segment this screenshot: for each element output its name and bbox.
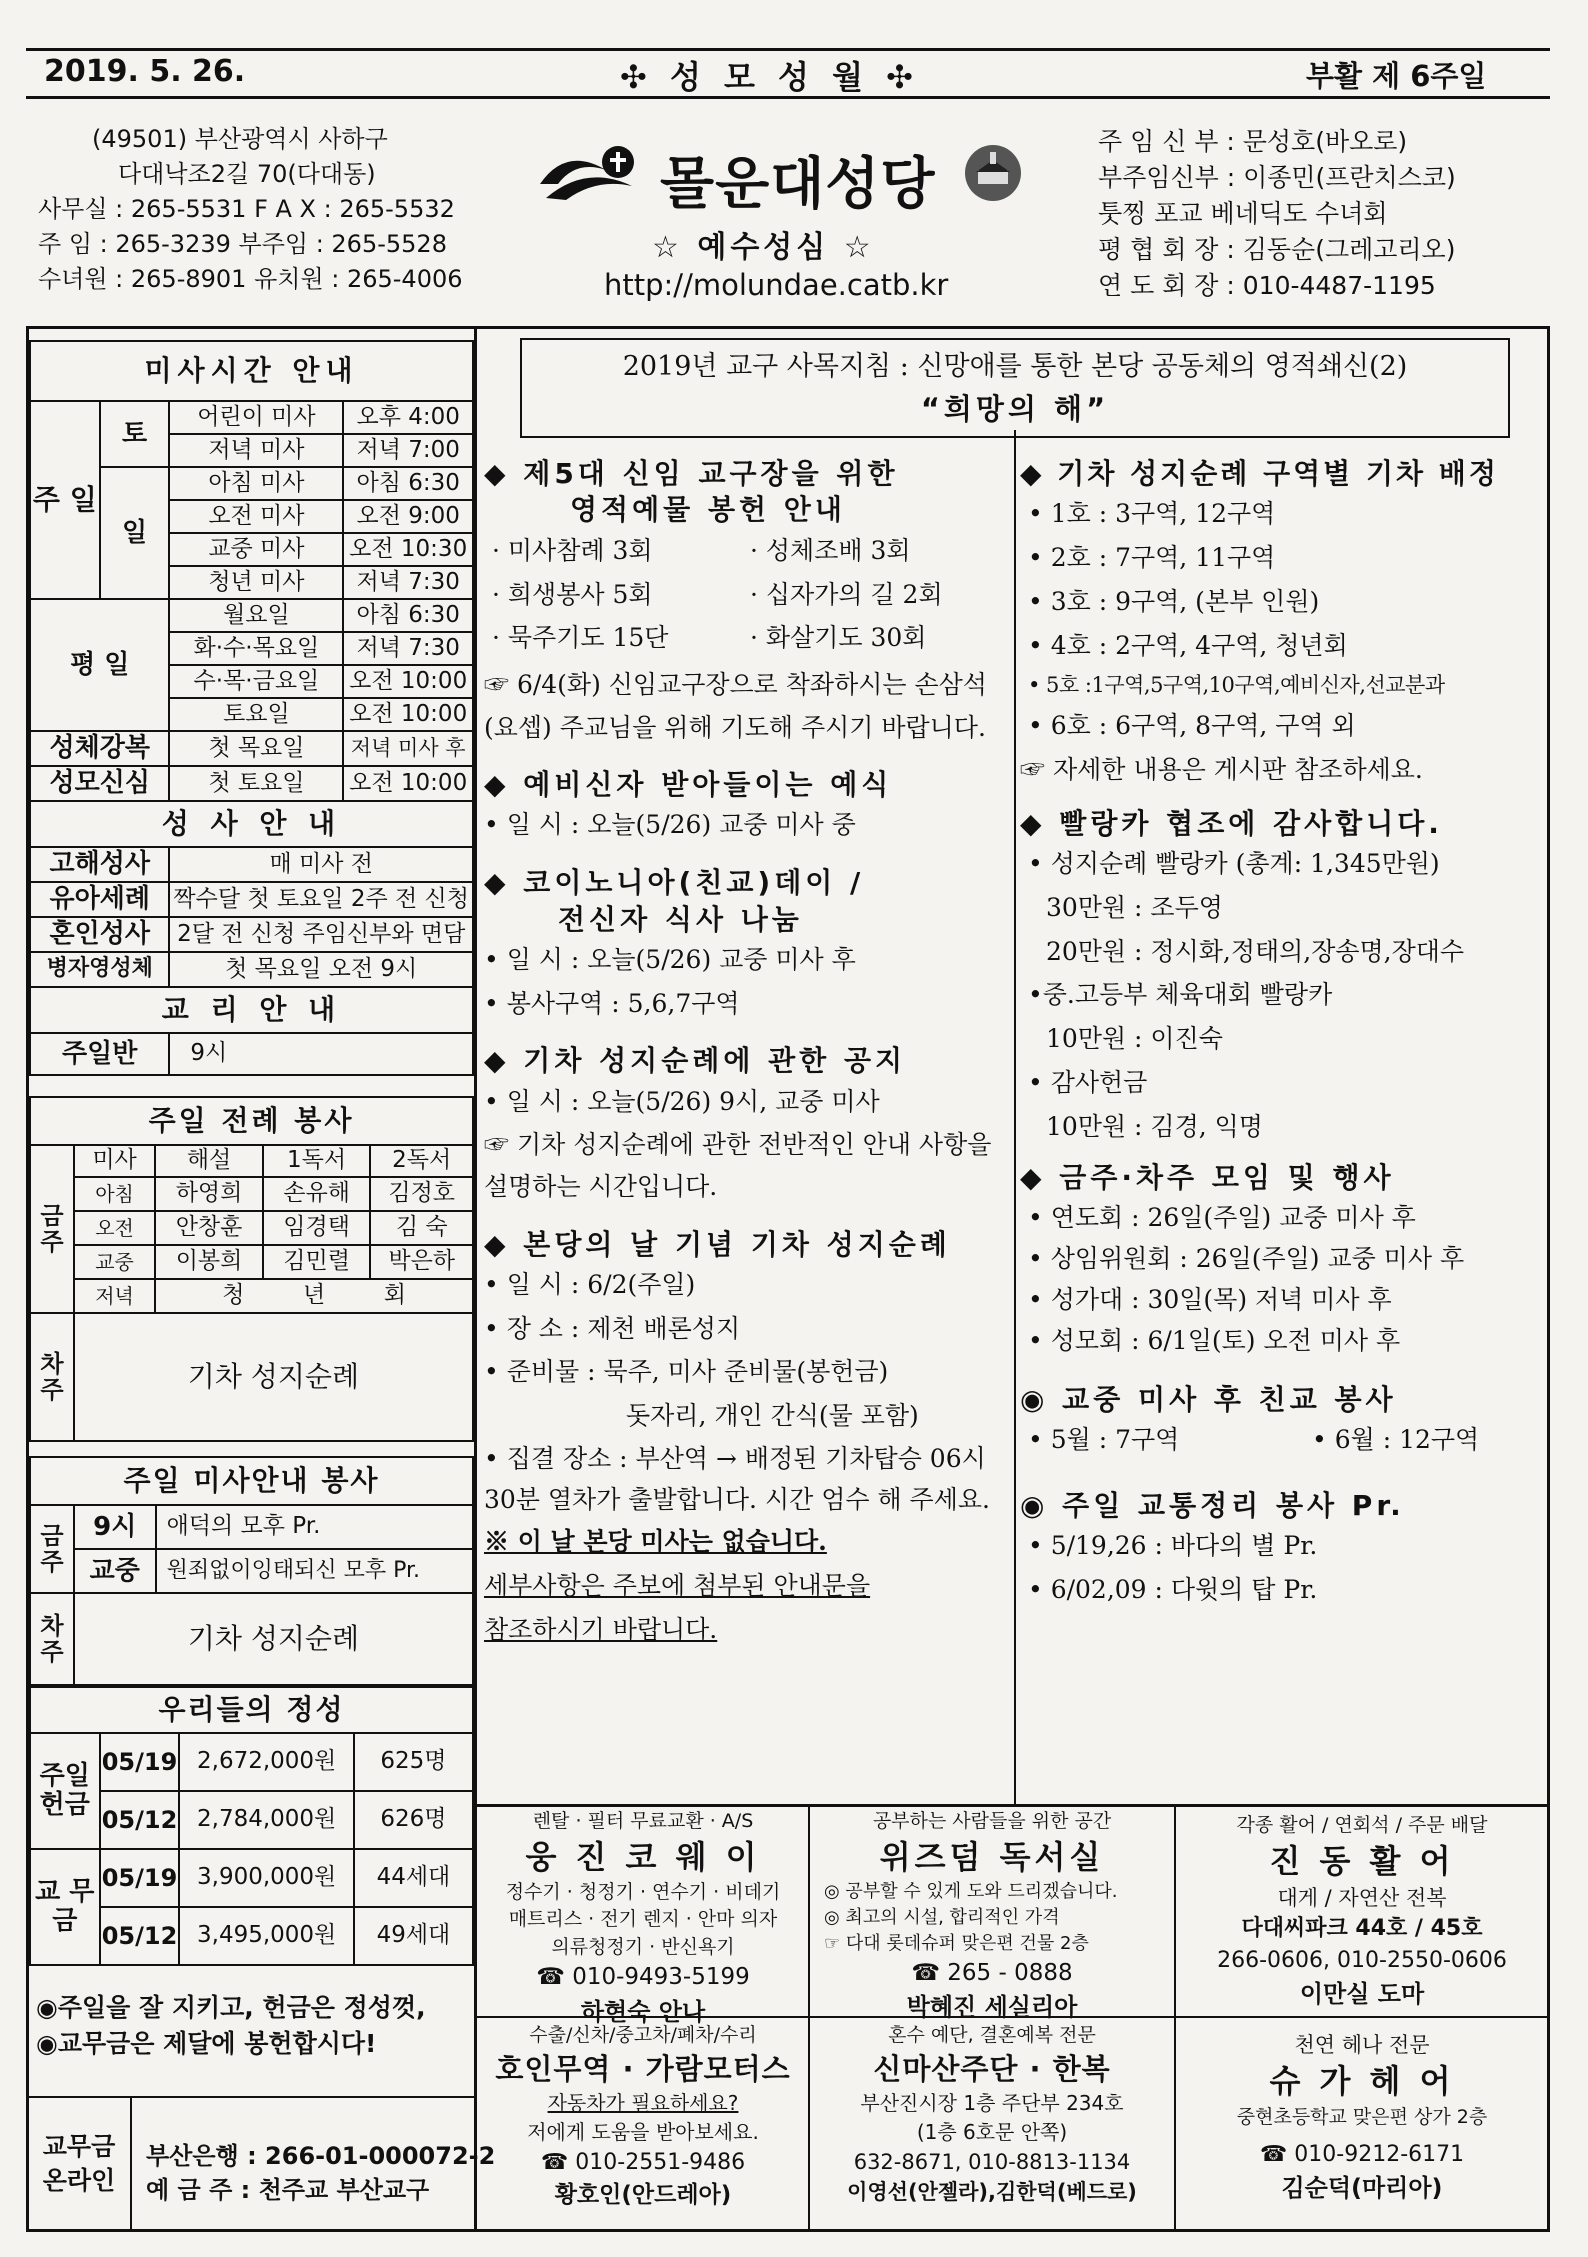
staff-line: 주 임 신 부 : 문성호(바오로) [1098,127,1408,156]
liturgy-header: 2독서 [370,1145,473,1177]
notice-underlined: ※ 이 날 본당 미사는 없습니다. [484,1527,827,1557]
ad-line: ◎ 최고의 시설, 합리적인 가격 [824,1906,1060,1928]
ad-title: 호인무역 · 가람모터스 [495,2051,791,2086]
notice-title: ◆ 코이노니아(친교)데이 / [484,866,865,900]
liturgy-header: 1독서 [263,1145,371,1177]
notice-title: ◆ 금주·차주 모임 및 행사 [1020,1161,1395,1195]
ad-tagline: 렌탈 · 필터 무료교환 · A/S [532,1810,754,1832]
sunday-offering-label: 주일 헌금 [30,1733,100,1849]
bank-holder: 예 금 주 : 천주교 부산교구 [146,2176,430,2204]
offering-table [29,1686,474,1966]
train-assignment: • 6호 : 6구역, 8구역, 구역 외 [1028,711,1356,741]
parish-logo-icon [536,140,656,212]
ad-owner: 황호인(안드레아) [554,2181,732,2208]
notice-column-right [1020,450,1546,1612]
sacrament-info: 매 미사 전 [169,847,473,882]
parish-motto: ☆ 예수성심 ☆ [652,230,875,265]
notice-line: • 봉사구역 : 5,6,7구역 [484,988,740,1018]
ad-line: 자동차가 필요하세요? [547,2090,739,2115]
liturgy-cell: 김정호 [370,1177,473,1211]
this-week-label: 금 주 [30,1145,74,1313]
offering-item: · 화살기도 30회 [750,623,927,653]
donation-line: •중.고등부 체육대회 빨랑카 [1028,980,1333,1010]
banner-line-1: 2019년 교구 사목지침 : 신망애를 통한 본당 공동체의 영적쇄신(2) [622,351,1408,382]
sunday-day-label: 일 [100,467,170,599]
ad-phone: ☎ 010-9212-6171 [1259,2142,1465,2168]
ad-line: 중현초등학교 맞은편 상가 2층 [1236,2105,1488,2128]
ad-line: 의류청정기 · 반신욕기 [551,1935,735,1958]
offering-item: · 미사참례 3회 [492,535,653,565]
exhortation-line: ◉교무금은 제달에 봉헌합시다! [36,2029,377,2058]
parish-url[interactable]: http://molundae.catb.kr [604,268,949,302]
mass-time: 저녁 7:00 [343,434,473,467]
bank-account: 부산은행 : 266-01-000072-2 [146,2142,496,2170]
ad-hoin [478,2022,808,2212]
sacrament-info: 첫 목요일 오전 9시 [169,952,473,987]
address-line-2: 다대낙조2길 70(다대동) [118,160,376,188]
offering-count: 49세대 [354,1907,473,1965]
staff-line: 연 도 회 장 : 010-4487-1195 [1098,271,1436,300]
ad-line: 대게 / 자연산 전복 [1277,1885,1447,1910]
donation-line: 30만원 : 조두영 [1046,892,1223,922]
ad-line: 다대씨파크 44호 / 45호 [1241,1916,1483,1942]
guide-mass: 교중 [74,1549,156,1593]
ad-sinmasan [810,2022,1174,2208]
mass-name: 저녁 미사 [169,434,343,467]
marian-devotion-label: 성모신심 [30,766,169,801]
offering-date: 05/12 [100,1791,180,1849]
notice-text: ☞ 기차 성지순례에 관한 전반적인 안내 사항을 설명하는 시간입니다. [484,1129,992,1202]
benediction-day: 첫 목요일 [169,731,343,766]
ad-wisdom [810,1808,1174,2025]
ad-owner: 이만실 도마 [1299,1979,1425,2008]
notice-title: 영적예물 봉헌 안내 [570,493,846,527]
ad-line: ◎ 공부할 수 있게 도와 드리겠습니다. [824,1880,1118,1902]
notice-line: • 일 시 : 오늘(5/26) 9시, 교중 미사 [484,1086,880,1116]
notice-text: • 집결 장소 : 부산역 → 배정된 기차탑승 06시 30분 열차가 출발합니다. 시간 엄수 해 주세요. [484,1443,990,1515]
liturgy-title: 주일 전례 봉사 [30,1097,473,1145]
banner-line-2: “희망의 해” [920,392,1110,426]
offering-amount: 2,672,000원 [179,1733,353,1791]
sacrament-name: 유아세례 [30,882,169,917]
benediction-label: 성체강복 [30,731,169,766]
sacrament-info: 2달 전 신청 주임신부와 면담 [169,917,473,952]
liturgy-header: 해설 [155,1145,263,1177]
notice-line: • 장 소 : 제천 배론성지 [484,1313,741,1343]
sidebar-table [29,340,474,1076]
phone-line-2: 주 임 : 265-3239 부주임 : 265-5528 [38,230,447,258]
notice-title: ◆ 기차 성지순례에 관한 공지 [484,1044,907,1078]
exhortation [36,1990,426,2062]
ad-owner: 박혜진 세실리아 [906,1993,1078,2022]
notice-underlined: 참조하시기 바랍니다. [484,1614,718,1644]
notice-text: ☞ 6/4(화) 신임교구장으로 착좌하시는 손삼석(요셉) 주교님을 위해 기도해 주시기 바랍니다. [484,670,987,742]
train-assignment: • 4호 : 2구역, 4구역, 청년회 [1028,630,1348,660]
guide-mass: 9시 [74,1505,156,1549]
notice-underlined: 세부사항은 주보에 첨부된 안내문을 [484,1571,871,1601]
guide-next-week-label: 차 주 [30,1593,74,1685]
mass-time: 오전 9:00 [343,500,473,533]
sacraments-title: 성 사 안 내 [30,801,473,847]
guide-this-week-label: 금 주 [30,1505,74,1593]
mass-name: 교중 미사 [169,533,343,566]
mass-times-title: 미사시간 안내 [30,341,473,401]
fellowship-june: • 6월 : 12구역 [1312,1425,1480,1455]
donation-line: • 감사헌금 [1028,1067,1148,1097]
mass-name: 아침 미사 [169,467,343,500]
liturgy-cell: 안창훈 [155,1211,263,1245]
mass-time: 아침 6:30 [343,467,473,500]
ad-title: 위즈덤 독서실 [879,1837,1105,1876]
train-assignment: • 1호 : 3구역, 12구역 [1028,499,1276,529]
offering-item: · 묵주기도 15단 [492,623,669,653]
liturgy-cell: 이봉희 [155,1245,263,1279]
ad-owner: 김순덕(마리아) [1281,2174,1443,2203]
church-emblem-icon [962,142,1024,204]
phone-line-1: 사무실 : 265-5531 F A X : 265-5532 [38,195,455,223]
staff-line: 부주임신부 : 이종민(프란치스코) [1098,163,1456,192]
ad-phone: ☎ 265 - 0888 [911,1960,1073,1987]
ad-sugar-hair [1176,2030,1548,2206]
ad-jindong [1176,1812,1548,2012]
guide-title: 주일 미사안내 봉사 [30,1457,473,1505]
notice-title: ◉ 교중 미사 후 친교 봉사 [1020,1382,1397,1416]
ad-tagline: 혼수 예단, 결혼예복 전문 [888,2024,1096,2046]
mass-name: 수·목·금요일 [169,665,343,698]
offering-amount: 3,900,000원 [179,1849,353,1907]
offering-title: 우리들의 정성 [30,1687,473,1733]
donation-line: 10만원 : 이진숙 [1046,1024,1223,1054]
mass-time: 오전 10:30 [343,533,473,566]
offering-item: · 성체조배 3회 [750,535,911,565]
staff-line: 툿찡 포교 베네딕도 수녀회 [1098,199,1388,228]
mass-time: 오후 4:00 [343,401,473,434]
notice-line: 돗자리, 개인 간식(물 포함) [626,1401,919,1431]
sunday-label: 주 일 [30,401,100,599]
notice-title: ◆ 빨랑카 협조에 감사합니다. [1020,806,1443,840]
offering-count: 44세대 [354,1849,473,1907]
ad-title: 슈 가 헤 어 [1269,2062,1455,2101]
notice-title: ◆ 본당의 날 기념 기차 성지순례 [484,1227,951,1261]
donation-line: 10만원 : 김경, 익명 [1046,1111,1263,1141]
guide-next-value: 기차 성지순례 [74,1593,473,1685]
notice-line: • 일 시 : 오늘(5/26) 교중 미사 후 [484,944,856,974]
ad-phone: ☎ 010-2551-9486 [540,2149,746,2175]
ad-line: (1층 6호문 안쪽) [916,2119,1068,2144]
guide-group: 원죄없이잉태되신 모후 Pr. [156,1549,473,1593]
offering-date: 05/19 [100,1733,180,1791]
bank-label: 교무금 온라인 [42,2132,116,2195]
mass-time: 오전 10:00 [343,665,473,698]
ad-line: 매트리스 · 전기 렌지 · 안마 의자 [508,1908,778,1931]
staff-line: 평 협 회 장 : 김동순(그레고리오) [1098,235,1456,264]
saturday-label: 토 [100,401,170,467]
offering-date: 05/19 [100,1849,180,1907]
train-assignment: • 5호 :1구역,5구역,10구역,예비신자,선교분과 [1028,673,1445,698]
liturgy-cell: 하영희 [155,1177,263,1211]
notice-title: ◆ 기차 성지순례 구역별 기차 배정 [1020,457,1499,490]
notice-title: 전신자 식사 나눔 [558,902,803,936]
liturgy-cell: 손유해 [263,1177,371,1211]
mass-time: 저녁 7:30 [343,566,473,599]
evening-team: 청 년 회 [155,1279,473,1313]
benediction-time: 저녁 미사 후 [343,731,473,766]
offering-date: 05/12 [100,1907,180,1965]
train-assignment: • 3호 : 9구역, (본부 인원) [1028,586,1320,616]
catechism-label: 주일반 [30,1033,169,1075]
liturgy-cell: 김민렬 [263,1245,371,1279]
phone-line-3: 수녀원 : 265-8901 유치원 : 265-4006 [38,265,463,293]
mass-name: 청년 미사 [169,566,343,599]
ad-tagline: 공부하는 사람들을 위한 공간 [872,1810,1112,1832]
liturgy-cell: 저녁 [74,1279,155,1313]
notice-line: • 일 시 : 오늘(5/26) 교중 미사 중 [484,810,856,840]
next-week-liturgy: 기차 성지순례 [74,1313,473,1441]
ad-owner: 이영선(안젤라),김한덕(베드로) [847,2180,1137,2205]
issue-date: 2019. 5. 26. [44,54,246,89]
ad-tagline: 각종 활어 / 연회석 / 주문 배달 [1236,1814,1488,1836]
notice-column-left [484,450,1004,1652]
train-assignment: • 2호 : 7구역, 11구역 [1028,543,1276,573]
fellowship-may: • 5월 : 7구역 [1028,1425,1180,1455]
ad-owner: 하현숙 안나 [580,1997,706,2026]
train-note: ☞ 자세한 내용은 게시판 참조하세요. [1020,754,1423,784]
pastoral-banner [520,338,1510,438]
mass-name: 월요일 [169,599,343,632]
contact-block [38,122,463,297]
mass-time: 아침 6:30 [343,599,473,632]
mass-name: 화·수·목요일 [169,632,343,665]
ad-tagline: 천연 헤나 전문 [1294,2033,1430,2057]
ad-line: ☞ 다대 롯데슈퍼 맞은편 건물 2층 [824,1932,1089,1954]
traffic-line: • 6/02,09 : 다윗의 탑 Pr. [1028,1574,1318,1604]
marian-devotion-day: 첫 토요일 [169,766,343,801]
staff-list [1098,124,1456,304]
ad-title: 진 동 활 어 [1269,1841,1455,1880]
liturgy-cell: 교중 [74,1245,155,1279]
catechism-value: 9시 [169,1033,473,1075]
liturgy-cell: 김 숙 [370,1211,473,1245]
sacrament-name: 혼인성사 [30,917,169,952]
notice-title: ◆ 예비신자 받아들이는 예식 [484,768,893,802]
guide-group: 애덕의 모후 Pr. [156,1505,473,1549]
event-line: • 성가대 : 30일(목) 저녁 미사 후 [1028,1285,1392,1315]
traffic-line: • 5/19,26 : 바다의 별 Pr. [1028,1531,1318,1561]
ad-phone: 266-0606, 010-2550-0606 [1217,1948,1507,1974]
event-line: • 성모회 : 6/1일(토) 오전 미사 후 [1028,1326,1401,1356]
notice-title: ◉ 주일 교통정리 봉사 Pr. [1020,1488,1405,1522]
donation-line: • 성지순례 빨랑카 (총계: 1,345만원) [1028,849,1440,879]
event-line: • 상임위원회 : 26일(주일) 교중 미사 후 [1028,1243,1465,1273]
weekday-label: 평 일 [30,599,169,731]
mass-name: 오전 미사 [169,500,343,533]
ad-line: 부산진시장 1층 주단부 234호 [860,2090,1124,2115]
offering-count: 626명 [354,1791,473,1849]
next-week-label: 차 주 [30,1313,74,1441]
parish-name: 몰운대성당 [660,152,936,217]
marian-devotion-time: 오전 10:00 [343,766,473,801]
liturgy-cell: 아침 [74,1177,155,1211]
event-line: • 연도회 : 26일(주일) 교중 미사 후 [1028,1202,1416,1232]
ad-line: 저에게 도움을 받아보세요. [527,2119,759,2144]
mass-name: 어린이 미사 [169,401,343,434]
liturgy-cell: 박은하 [370,1245,473,1279]
mass-time: 오전 10:00 [343,698,473,731]
notice-line: • 준비물 : 묵주, 미사 준비물(봉헌금) [484,1357,889,1387]
ad-title: 웅 진 코 웨 이 [525,1837,761,1876]
offering-item: · 십자가의 길 2회 [750,579,943,609]
offering-item: · 희생봉사 5회 [492,579,653,609]
offering-count: 625명 [354,1733,473,1791]
sacrament-name: 고해성사 [30,847,169,882]
liturgical-week: 부활 제 6주일 [1306,59,1487,93]
catechism-title: 교 리 안 내 [30,987,473,1033]
dues-label: 교 무 금 [30,1849,100,1965]
donation-line: 20만원 : 정시화,정태의,장송명,장대수 [1046,936,1465,966]
liturgy-header: 미사 [74,1145,155,1177]
sacrament-info: 짝수달 첫 토요일 2주 전 신청 [169,882,473,917]
exhortation-line: ◉주일을 잘 지키고, 헌금은 정성껏, [36,1993,426,2022]
notice-line: • 일 시 : 6/2(주일) [484,1269,696,1299]
ad-phone: ☎ 010-9493-5199 [536,1964,750,1991]
ad-phone: 632-8671, 010-8813-1134 [853,2149,1131,2174]
ad-coway [478,1808,808,2030]
mass-time: 저녁 7:30 [343,632,473,665]
liturgy-cell: 임경택 [263,1211,371,1245]
sacrament-name: 병자영성체 [30,952,169,987]
ad-line: 정수기 · 청정기 · 연수기 · 비데기 [505,1880,781,1903]
guide-table [29,1456,474,1686]
mass-name: 토요일 [169,698,343,731]
offering-amount: 2,784,000원 [179,1791,353,1849]
liturgy-table [29,1096,474,1442]
liturgy-cell: 오전 [74,1211,155,1245]
offering-amount: 3,495,000원 [179,1907,353,1965]
ad-title: 신마산주단 · 한복 [873,2051,1111,2086]
month-title: ✣ 성 모 성 월 ✣ [620,58,919,96]
ad-tagline: 수출/신차/중고차/폐차/수리 [529,2024,757,2046]
notice-title: ◆ 제5대 신임 교구장을 위한 [484,457,899,490]
address-line-1: (49501) 부산광역시 사하구 [92,125,388,153]
